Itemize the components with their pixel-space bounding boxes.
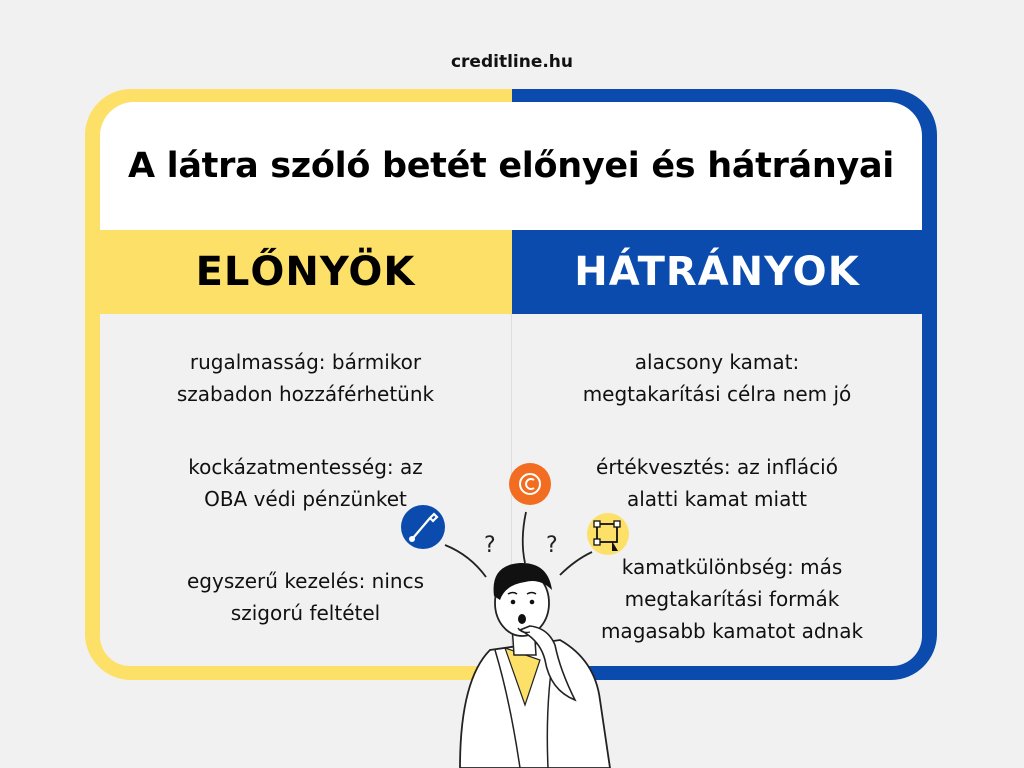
question-mark: ? — [484, 533, 496, 558]
pros-item-line: szigorú feltétel — [230, 601, 381, 625]
title-box — [100, 102, 922, 230]
site-name: creditline.hu — [450, 52, 574, 72]
cons-item-line: kamatkülönbség: más — [621, 555, 843, 579]
cons-item-line: értékvesztés: az infláció — [596, 455, 838, 479]
person-head — [494, 563, 552, 636]
thought-line — [523, 512, 526, 563]
pros-item-line: szabadon hozzáférhetünk — [176, 382, 435, 406]
pros-heading: ELŐNYÖK — [195, 249, 416, 295]
thought-line — [445, 545, 486, 577]
pros-item-line: egyszerű kezelés: nincs — [187, 569, 424, 593]
cons-heading: HÁTRÁNYOK — [574, 249, 860, 295]
selection-cursor-icon — [587, 513, 629, 555]
pros-header — [100, 230, 511, 314]
thinking-person-illustration — [380, 455, 670, 768]
cons-header — [512, 230, 922, 314]
pros-item-line: kockázatmentesség: az — [188, 455, 423, 479]
paintbrush-icon — [401, 505, 445, 549]
pros-item-line: OBA védi pénzünket — [204, 487, 407, 511]
page-title: A látra szóló betét előnyei és hátrányai — [127, 146, 894, 186]
cons-item-line: megtakarítási célra nem jó — [582, 382, 852, 406]
copyright-icon — [509, 463, 551, 505]
thought-line — [560, 552, 592, 575]
cons-item-line: megtakarítási formák — [624, 587, 840, 611]
cons-item-line: alacsony kamat: — [634, 350, 800, 374]
cons-item — [512, 346, 922, 410]
cons-item-line: alatti kamat miatt — [626, 487, 808, 511]
pros-item-line: rugalmasság: bármikor — [189, 350, 422, 374]
question-mark: ? — [546, 533, 558, 558]
pros-item — [100, 346, 511, 410]
person-body — [460, 640, 610, 768]
cons-item-line: magasabb kamatot adnak — [600, 619, 864, 643]
